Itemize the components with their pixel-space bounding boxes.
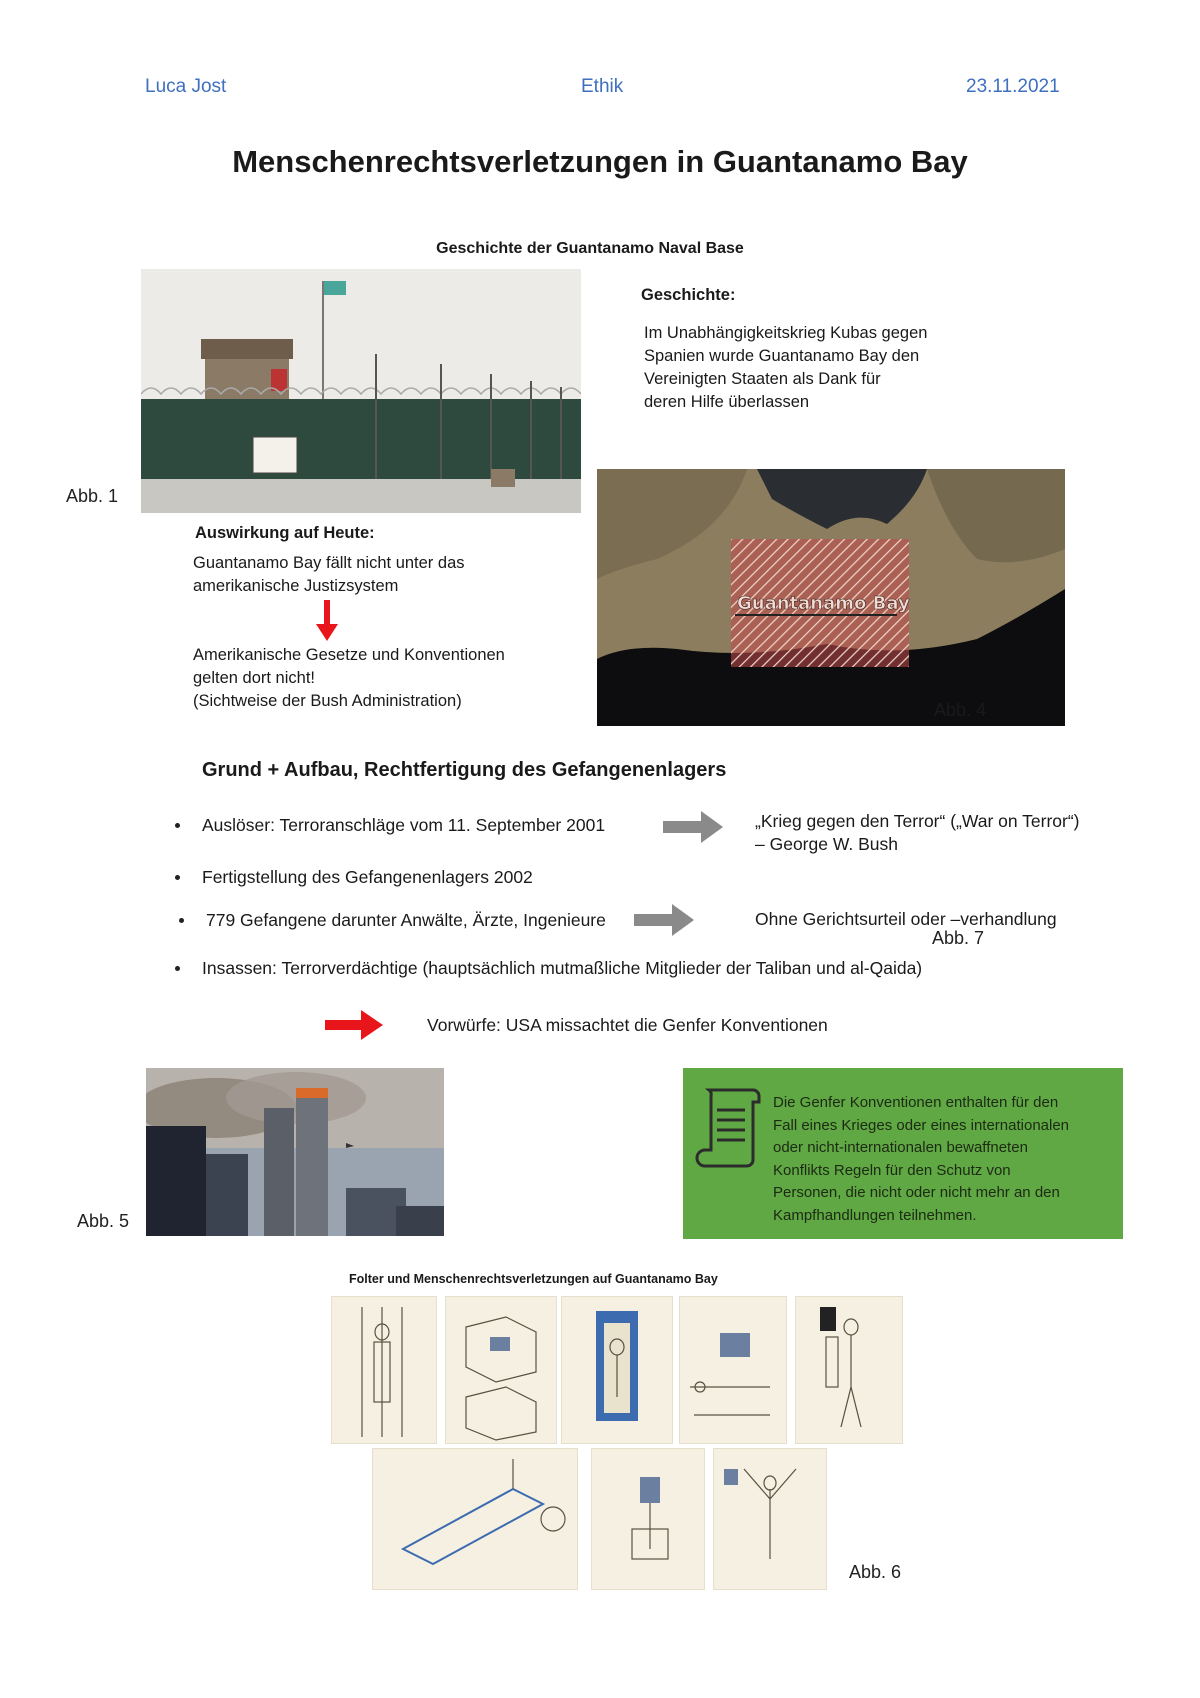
- impact-line: (Sichtweise der Bush Administration): [193, 692, 462, 710]
- red-right-arrow-icon: [325, 1010, 383, 1040]
- impact-line: Guantanamo Bay fällt nicht unter das: [193, 554, 465, 572]
- figure-label-abb4: Abb. 4: [934, 700, 987, 720]
- camp-photo: [141, 269, 581, 513]
- war-on-terror-line: – George W. Bush: [755, 834, 898, 854]
- bullet-icon: [175, 966, 180, 971]
- geneva-conventions-box: [683, 1068, 1123, 1239]
- figure-label-abb7: Abb. 7: [932, 928, 985, 948]
- figure-label-abb5: Abb. 5: [77, 1211, 130, 1231]
- torture-sketch: [679, 1296, 787, 1444]
- bullet-inmates: Insassen: Terrorverdächtige (hauptsächlich mutmaßliche Mitglieder der Taliban und al-Qaida): [202, 958, 923, 978]
- figure-label-abb1: Abb. 1: [66, 486, 119, 506]
- torture-sketch: [591, 1448, 705, 1590]
- map-label: Guantanamo Bay: [737, 593, 910, 614]
- geneva-line: Kampfhandlungen teilnehmen.: [773, 1206, 977, 1224]
- geneva-text: [773, 1092, 1069, 1227]
- history-line: Spanien wurde Guantanamo Bay den: [644, 347, 920, 365]
- bullet-icon: [175, 823, 180, 828]
- bullet-trigger: Auslöser: Terroranschläge vom 11. September 2001: [202, 815, 606, 835]
- impact-heading: Auswirkung auf Heute:: [195, 524, 375, 542]
- geneva-line: Konflikts Regeln für den Schutz von: [773, 1161, 1011, 1179]
- geneva-line: oder nicht-internationalen bewaffneten: [773, 1139, 1028, 1156]
- author-name: Luca Jost: [145, 76, 227, 97]
- red-down-arrow-icon: [314, 600, 340, 642]
- impact-line: amerikanische Justizsystem: [193, 577, 399, 595]
- impact-line: gelten dort nicht!: [193, 669, 315, 687]
- bullet-icon: [179, 918, 184, 923]
- bullet-prisoners: 779 Gefangene darunter Anwälte, Ärzte, Ingenieure: [206, 910, 606, 930]
- no-trial-text: Ohne Gerichtsurteil oder –verhandlung: [755, 909, 1057, 929]
- torture-sketch: [331, 1296, 437, 1444]
- geneva-line: Die Genfer Konventionen enthalten für den: [773, 1094, 1059, 1111]
- grey-arrow-icon: [634, 904, 694, 936]
- bullet-icon: [175, 875, 180, 880]
- history-heading: Geschichte:: [641, 286, 736, 304]
- reason-heading: Grund + Aufbau, Rechtfertigung des Gefangenenlagers: [202, 759, 727, 781]
- figure-label-abb6: Abb. 6: [849, 1562, 902, 1582]
- war-on-terror-line: „Krieg gegen den Terror“ („War on Terror“): [755, 811, 1080, 831]
- history-line: deren Hilfe überlassen: [644, 393, 810, 411]
- torture-sketch: [445, 1296, 557, 1444]
- impact-text-bottom: [193, 644, 505, 713]
- geneva-line: Personen, die nicht oder nicht mehr an den: [773, 1184, 1060, 1201]
- geneva-line: Fall eines Krieges oder eines internationalen: [773, 1116, 1070, 1134]
- history-line: Im Unabhängigkeitskrieg Kubas gegen: [644, 324, 928, 342]
- history-line: Vereinigten Staaten als Dank für: [644, 370, 881, 388]
- bullet-completion: Fertigstellung des Gefangenenlagers 2002: [202, 867, 533, 887]
- scroll-document-icon: [695, 1086, 761, 1168]
- accusation-text: Vorwürfe: USA missachtet die Genfer Konventionen: [427, 1015, 828, 1035]
- page-title: Menschenrechtsverletzungen in Guantanamo Bay: [232, 144, 968, 179]
- history-section-title: Geschichte der Guantanamo Naval Base: [436, 240, 744, 257]
- world-trade-center-photo: [146, 1068, 444, 1236]
- torture-sketch: [795, 1296, 903, 1444]
- impact-line: Amerikanische Gesetze und Konventionen: [193, 646, 505, 664]
- torture-sketch: [713, 1448, 827, 1590]
- history-text: [644, 322, 927, 414]
- subject-name: Ethik: [581, 76, 624, 97]
- torture-sketch: [561, 1296, 673, 1444]
- grey-arrow-icon: [663, 811, 723, 843]
- document-date: 23.11.2021: [966, 76, 1060, 97]
- satellite-map: [597, 469, 1065, 726]
- impact-text-top: [193, 552, 465, 598]
- torture-caption: Folter und Menschenrechtsverletzungen auf Guantanamo Bay: [349, 1272, 718, 1286]
- torture-sketch: [372, 1448, 578, 1590]
- war-on-terror-text: [755, 810, 1080, 856]
